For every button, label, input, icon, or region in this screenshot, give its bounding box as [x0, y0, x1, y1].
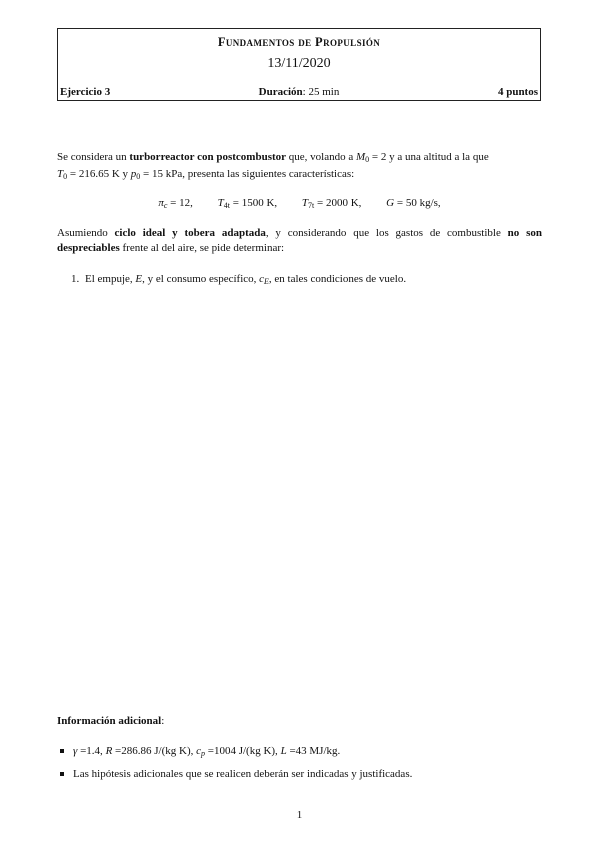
symbol-temperature: T	[217, 197, 224, 209]
text-run: que, volando a	[286, 151, 356, 163]
exercise-label: Ejercicio 3	[60, 86, 111, 98]
text-run: frente al del aire, se pide determinar:	[119, 242, 285, 254]
question-number: 1.	[71, 273, 80, 285]
symbol-pressure: p	[130, 168, 137, 180]
symbol-mass-flow: G	[386, 197, 395, 209]
subscript: 0	[136, 172, 141, 181]
emphasis-assumption: ciclo ideal y tobera adaptada	[114, 227, 266, 239]
text-run: = 2 y a una altitud a la que	[369, 151, 489, 163]
bullet-square-icon	[60, 749, 64, 753]
exam-date: 13/11/2020	[267, 56, 331, 71]
text-run: =43 MJ/kg.	[286, 745, 341, 757]
exam-meta-row	[60, 86, 538, 100]
additional-info-heading	[57, 715, 164, 727]
text-run: =1.4,	[77, 745, 106, 757]
text-run: , y el consumo específico,	[142, 273, 260, 285]
param-value: = 2000 K,	[314, 197, 362, 209]
exam-header	[57, 28, 541, 101]
text-run: Se considera un	[57, 151, 130, 163]
emphasis-fuel-flow: no son despreciables	[57, 227, 542, 254]
symbol-temperature: T	[57, 168, 64, 180]
subscript: E	[264, 277, 269, 286]
text-run: , y considerando que los gastos de combustible	[265, 227, 508, 239]
info-bullet-hypotheses	[73, 767, 412, 782]
subscript: c	[163, 201, 168, 210]
param-mass-flow	[386, 197, 441, 209]
symbol-thrust: E	[135, 273, 143, 285]
symbol-mach: M	[356, 151, 366, 163]
page-number: 1	[296, 809, 303, 821]
text-run: El empuje,	[85, 273, 136, 285]
symbol-specific-consumption: c	[259, 273, 265, 285]
text-run: = 15 kPa, presenta las siguientes características:	[140, 168, 355, 180]
heading-colon: :	[161, 715, 165, 727]
subscript: 0	[365, 155, 370, 164]
duration-value: : 25 min	[302, 86, 340, 98]
question-item	[71, 272, 406, 289]
text-run: =286.86 J/(kg K),	[112, 745, 197, 757]
symbol-gas-constant: R	[105, 745, 113, 757]
subscript: p	[201, 749, 205, 758]
info-bullet-constants	[73, 744, 340, 761]
heading-text: Información adicional	[57, 715, 162, 727]
duration	[60, 86, 538, 98]
subscript: 7t	[308, 201, 315, 210]
symbol-gamma: γ	[73, 745, 78, 757]
param-value: = 12,	[167, 197, 193, 209]
param-pressure-ratio	[158, 197, 193, 210]
param-turbine-inlet-temp	[218, 197, 278, 210]
duration-label: Duración	[258, 86, 303, 98]
symbol-heating-value: L	[280, 745, 287, 757]
param-value: = 1500 K,	[229, 197, 278, 209]
text-run: = 216.65 K y	[67, 168, 131, 180]
symbol-specific-heat: c	[196, 745, 201, 757]
text-run: =1004 J/(kg K),	[205, 745, 281, 757]
points-label: 4 puntos	[497, 86, 538, 98]
emphasis-engine-type: turborreactor con postcombustor	[129, 151, 287, 163]
subscript: 0	[63, 172, 68, 181]
symbol-temperature: T	[301, 197, 309, 209]
given-parameters-line	[0, 197, 599, 210]
param-afterburner-temp	[302, 197, 362, 210]
text-run: Las hipótesis adicionales que se realicen deberán ser indicadas y justificadas.	[73, 768, 413, 780]
bullet-square-icon	[60, 772, 64, 776]
text-run: , en tales condiciones de vuelo.	[268, 273, 407, 285]
param-value: = 50 kg/s,	[394, 197, 441, 209]
symbol-pi: π	[158, 197, 164, 209]
statement-paragraph-1	[57, 150, 542, 184]
text-run: Asumiendo	[57, 227, 115, 239]
course-title: Fundamentos de Propulsión	[217, 35, 381, 49]
statement-paragraph-2	[57, 226, 542, 256]
subscript: 4t	[223, 201, 230, 210]
